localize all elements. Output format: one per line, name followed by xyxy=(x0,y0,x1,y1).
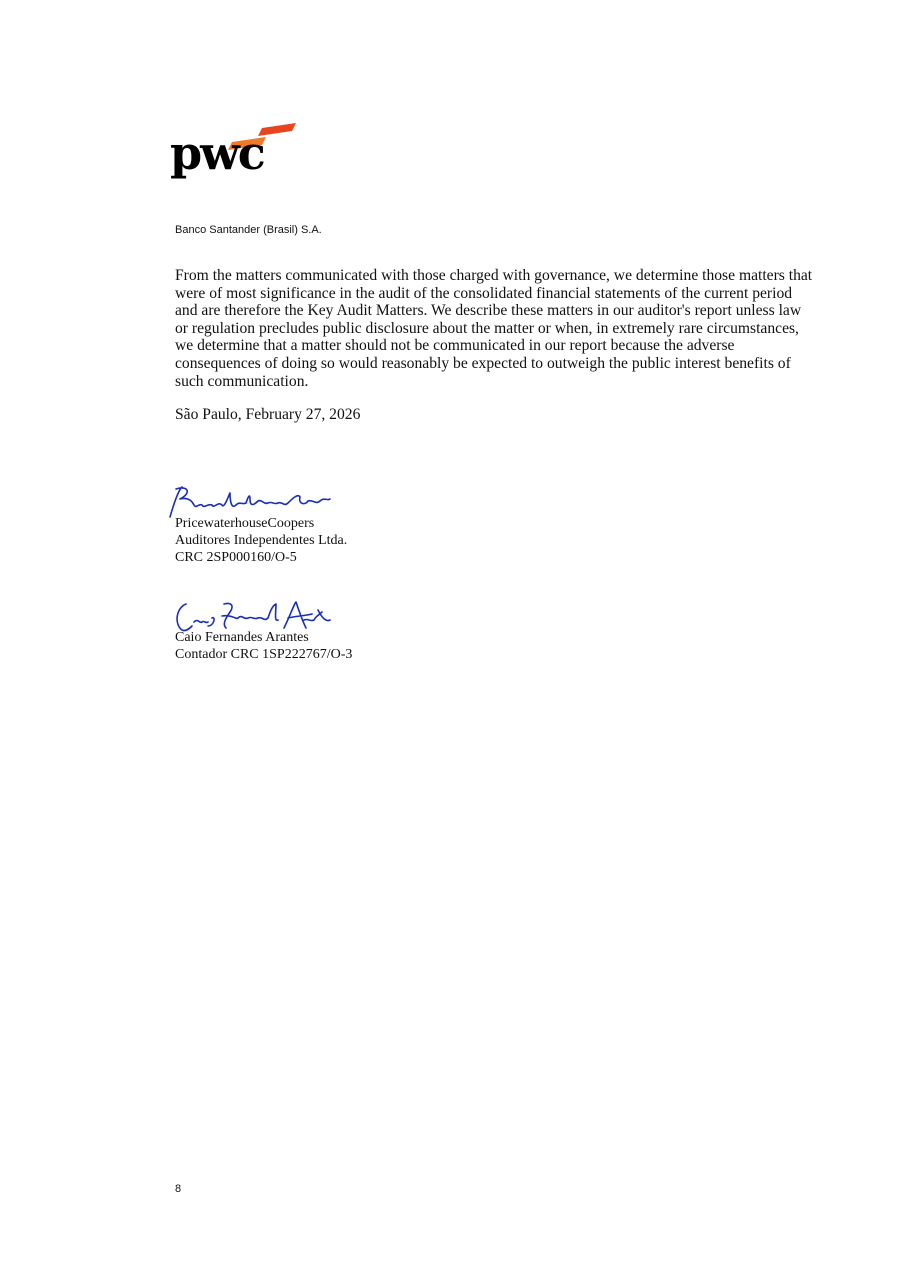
firm-name: PricewaterhouseCoopers xyxy=(175,516,315,531)
page-number: 8 xyxy=(175,1183,182,1195)
firm-crc: CRC 2SP000160/O-5 xyxy=(175,550,297,565)
pwc-logo xyxy=(170,120,302,188)
key-audit-matters-paragraph: From the matters communicated with those charged with governance, we determine those matters that were of most significance in the audit of the consolidated financial statements of the current period and are therefore the Key Audit Matters. We describe these matters in our auditor's report unless law or regulation precludes public disclosure about the matter or when, in extremely rare circumstances, we determine that a matter should not be communicated in our report because the adverse consequences of doing so would reasonably be expected to outweigh the public interest benefits of such communication. xyxy=(175,267,813,390)
logo-text: pwc xyxy=(170,126,264,180)
firm-signature-block xyxy=(175,515,347,566)
report-date: São Paulo, February 27, 2026 xyxy=(175,406,361,423)
signer-name: Caio Fernandes Arantes xyxy=(175,630,309,645)
firm-legal-name: Auditores Independentes Ltda. xyxy=(175,533,348,548)
entity-name: Banco Santander (Brasil) S.A. xyxy=(175,224,322,236)
person-signature-block xyxy=(175,629,352,663)
signer-registration: Contador CRC 1SP222767/O-3 xyxy=(175,647,353,662)
